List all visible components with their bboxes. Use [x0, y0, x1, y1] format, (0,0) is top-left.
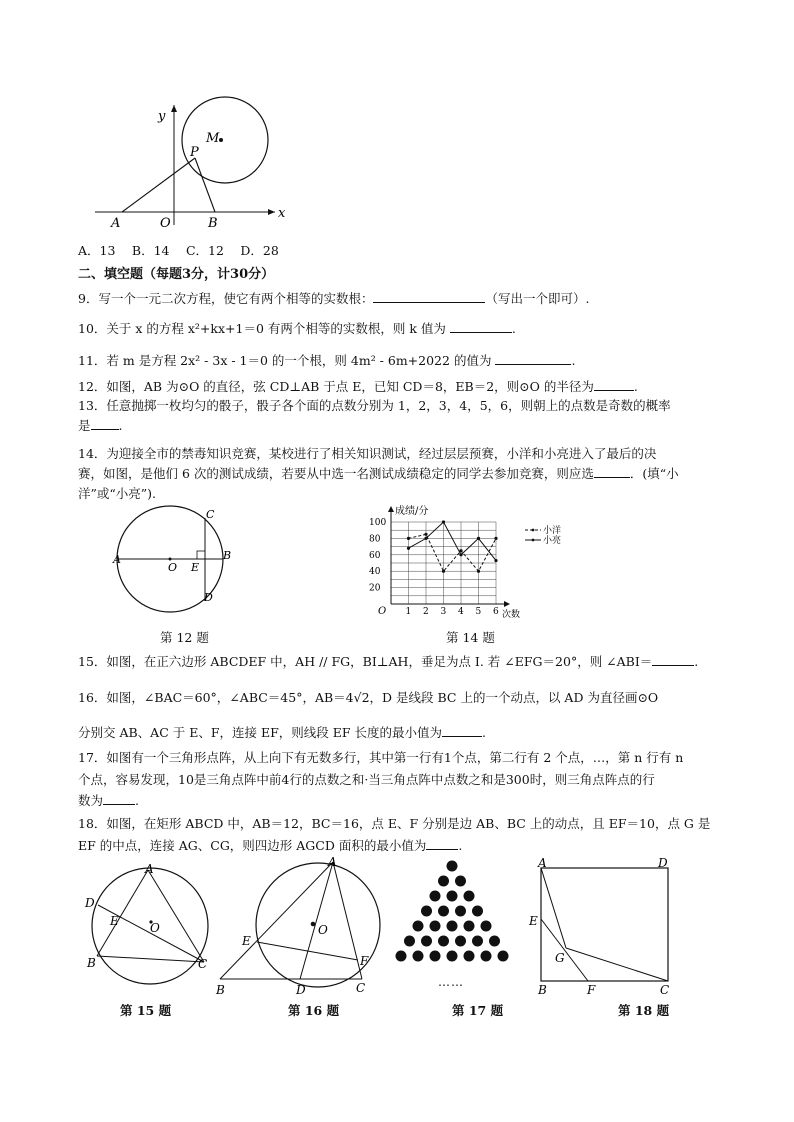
label-O: O [150, 921, 160, 935]
label-P: P [190, 145, 199, 160]
x-tick-label: 6 [493, 607, 499, 617]
figure-17-ellipsis: …… [438, 975, 464, 989]
label-E: E [529, 914, 538, 928]
q18-line1: 18．如图，在矩形 ABCD 中，AB＝12，BC＝16，点 E、F 分别是边 AB、BC 上的动点，且 EF＝10，点 G 是 [78, 816, 711, 831]
data-point [459, 553, 462, 556]
x-tick-label: 1 [405, 607, 412, 617]
label-F: F [360, 954, 369, 968]
label-C: C [356, 981, 366, 995]
triangle-dot [472, 936, 483, 947]
label-B: B [87, 956, 96, 970]
label-E: E [242, 934, 251, 948]
triangle-dot [447, 921, 458, 932]
q10: 10．关于 x 的方程 x²+kx+1＝0 有两个相等的实数根，则 k 值为 . [78, 321, 516, 336]
q12: 12．如图，AB 为⊙O 的直径，弦 CD⊥AB 于点 E，已知 CD＝8，EB＝2，则⊙O 的半径为 . [78, 379, 638, 394]
series-line-1 [409, 534, 497, 571]
data-point [494, 559, 497, 562]
triangle-dot [430, 921, 441, 932]
label-B: B [208, 216, 218, 231]
x-tick-label: 4 [458, 607, 464, 617]
label-B: B [223, 549, 232, 562]
label-A: A [328, 855, 337, 869]
data-point [477, 537, 480, 540]
caption-16: 第 16 题 [288, 1003, 340, 1018]
triangle-dot [396, 951, 407, 962]
figure-15 [82, 858, 217, 983]
triangle-dot [481, 921, 492, 932]
label-O: O [160, 216, 171, 231]
y-tick-label: 80 [369, 534, 381, 545]
data-point [494, 537, 497, 540]
origin-label: O [378, 606, 387, 617]
legend-marker [532, 539, 535, 542]
q8-options: A．13 B．14 C．12 D．28 [78, 243, 279, 258]
data-point [407, 537, 410, 540]
label-A: A [111, 216, 121, 231]
label-E: E [110, 914, 119, 928]
data-point [424, 537, 427, 540]
q14-line2: 赛，如图，是他们 6 次的测试成绩，若要从中选一名测试成绩稳定的同学去参加竞赛，则应选 ．(填“小 [78, 466, 679, 481]
legend-label: 小亮 [543, 536, 562, 546]
triangle-dot [438, 876, 449, 887]
caption-15: 第 15 题 [120, 1003, 172, 1018]
q16-line2: 分别交 AB、AC 于 E、F，连接 EF，则线段 EF 长度的最小值为 . [78, 725, 487, 740]
label-C: C [198, 957, 208, 971]
label-D: D [204, 591, 213, 604]
x-tick-label: 2 [423, 607, 429, 617]
x-axis-label: x [278, 206, 286, 221]
x-tick-label: 5 [475, 607, 482, 617]
q17-line2: 个点，容易发现，10是三角点阵中前4行的点数之和·当三角点阵中点数之和是300时，则三角点阵点的行 [78, 772, 655, 787]
x-tick-label: 3 [440, 607, 447, 617]
figure-12 [110, 503, 240, 621]
q14-line3: 洋”或“小亮”). [78, 486, 157, 501]
data-point [424, 533, 427, 536]
x-axis-arrow [504, 601, 510, 607]
q15: 15．如图，在正六边形 ABCDEF 中，AH // FG，BI⊥AH，垂足为点 I. 若 ∠EFG＝20°，则 ∠ABI＝ . [78, 654, 699, 669]
q9: 9．写一个一元二次方程，使它有两个相等的实数根： （写出一个即可）. [78, 291, 590, 306]
caption-12: 第 12 题 [160, 630, 209, 645]
triangle-dot [455, 936, 466, 947]
triangle-dot [489, 936, 500, 947]
figure-14-chart [365, 500, 565, 620]
figure-18 [530, 852, 680, 997]
label-C: C [206, 508, 215, 521]
triangle-dot [464, 891, 475, 902]
label-A: A [113, 553, 121, 566]
label-M: M [206, 131, 220, 146]
triangle-dot [447, 861, 458, 872]
q16-line1: 16．如图，∠BAC＝60°，∠ABC＝45°，AB＝4√2，D 是线段 BC 上的一个动点，以 AD 为直径画⊙O [78, 690, 659, 705]
section2-title: 二、填空题（每题3分，计30分） [78, 267, 275, 282]
label-B: B [216, 983, 225, 997]
triangle-dot [413, 921, 424, 932]
label-A: A [538, 856, 547, 870]
x-axis-label: 次数 [502, 610, 521, 620]
triangle-dot [472, 906, 483, 917]
triangle-dot [438, 906, 449, 917]
top-coordinate-figure [90, 95, 290, 230]
label-A: A [145, 862, 154, 876]
caption-17: 第 17 题 [452, 1003, 504, 1018]
triangle-dot [464, 951, 475, 962]
label-G: G [555, 951, 565, 965]
triangle-dot [447, 951, 458, 962]
y-tick-label: 100 [369, 518, 387, 528]
label-E: E [191, 561, 200, 574]
triangle-dot [498, 951, 509, 962]
q14-line1: 14．为迎接全市的禁毒知识竞赛，某校进行了相关知识测试，经过层层预赛，小洋和小亮进入了最后的决 [78, 446, 657, 461]
label-D: D [296, 983, 306, 997]
figure-16 [212, 854, 372, 997]
label-O: O [168, 561, 178, 574]
triangle-dot [430, 891, 441, 902]
q11: 11．若 m 是方程 2x² - 3x - 1＝0 的一个根，则 4m² - 6m+2022 的值为 . [78, 353, 576, 368]
data-point [477, 570, 480, 573]
q13-line2: 是 . [78, 418, 123, 433]
label-B: B [538, 983, 547, 997]
triangle-dot [481, 951, 492, 962]
data-point [442, 520, 445, 523]
label-F: F [587, 983, 596, 997]
triangle-dot [464, 921, 475, 932]
triangle-dot [421, 906, 432, 917]
caption-14: 第 14 题 [446, 630, 495, 645]
triangle-dot [455, 906, 466, 917]
label-D: D [85, 896, 95, 910]
triangle-dot [413, 951, 424, 962]
data-point [442, 570, 445, 573]
q18-line2: EF 的中点，连接 AG、CG，则四边形 AGCD 面积的最小值为 . [78, 838, 463, 853]
label-D: D [658, 856, 668, 870]
triangle-dot [455, 876, 466, 887]
y-tick-label: 40 [369, 567, 381, 578]
figure-17-dot-triangle [380, 858, 525, 978]
q17-line1: 17．如图有一个三角形点阵，从上向下有无数多行，其中第一行有1个点，第二行有 2 个点，…，第 n 行有 n [78, 750, 684, 765]
q17-line3: 数为 . [78, 793, 139, 808]
data-point [407, 547, 410, 550]
y-axis-label: y [158, 109, 166, 124]
label-O: O [318, 923, 328, 937]
legend-marker [532, 529, 535, 532]
chart-title: 成绩/分 [395, 506, 429, 517]
y-tick-label: 60 [369, 550, 381, 561]
legend-label: 小洋 [543, 526, 562, 536]
triangle-dot [430, 951, 441, 962]
y-tick-label: 20 [369, 583, 381, 594]
triangle-dot [404, 936, 415, 947]
caption-18: 第 18 题 [618, 1003, 670, 1018]
y-axis-arrow [388, 506, 394, 512]
triangle-dot [438, 936, 449, 947]
q13-line1: 13．任意抛掷一枚均匀的骰子，骰子各个面的点数分别为 1，2，3，4，5，6，则朝上的点数是奇数的概率 [78, 398, 671, 413]
triangle-dot [447, 891, 458, 902]
triangle-dot [421, 936, 432, 947]
label-C: C [660, 983, 670, 997]
